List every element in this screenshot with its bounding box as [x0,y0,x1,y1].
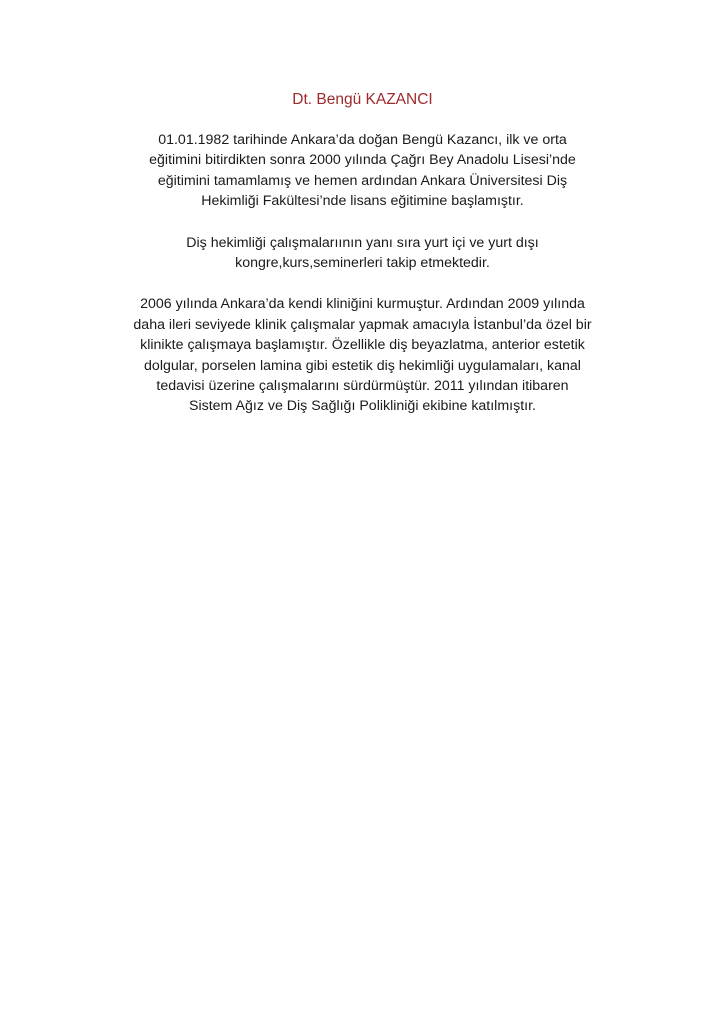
paragraph-conferences [95,233,630,274]
paragraph-line: Diş hekimliği çalışmalarıının yanı sıra yurt içi ve yurt dışı [186,234,539,251]
paragraph-line: eğitimini bitirdikten sonra 2000 yılında Çağrı Bey Anadolu Lisesi’nde [149,152,576,169]
paragraph-education [95,130,630,212]
paragraph-line: Sistem Ağız ve Diş Sağlığı Polikliniği ekibine katılmıştır. [189,398,536,415]
paragraph-line: dolgular, porselen lamina gibi estetik diş hekimliği uygulamaları, kanal [144,357,581,374]
paragraph-line: Hekimliği Fakültesi’nde lisans eğitimine başlamıştır. [201,193,524,210]
paragraph-line: eğitimini tamamlamış ve hemen ardından Ankara Üniversitesi Diş [157,172,568,189]
paragraph-line: klinikte çalışmaya başlamıştır. Özellikle diş beyazlatma, anterior estetik [140,337,585,354]
paragraph-line: daha ileri seviyede klinik çalışmalar yapmak amacıyla İstanbul’da özel bir [133,316,592,333]
paragraph-line: 01.01.1982 tarihinde Ankara’da doğan Bengü Kazancı, ilk ve orta [158,132,567,148]
paragraph-line: 2006 yılında Ankara’da kendi kliniğini kurmuştur. Ardından 2009 yılında [140,296,585,313]
document-title: Dt. Bengü KAZANCI [292,91,433,108]
paragraph-career [95,294,630,416]
paragraph-line: tedavisi üzerine çalışmalarını sürdürmüştür. 2011 yılından itibaren [156,378,569,395]
document-content [95,88,630,438]
paragraph-line: kongre,kurs,seminerleri takip etmektedir. [235,255,490,272]
